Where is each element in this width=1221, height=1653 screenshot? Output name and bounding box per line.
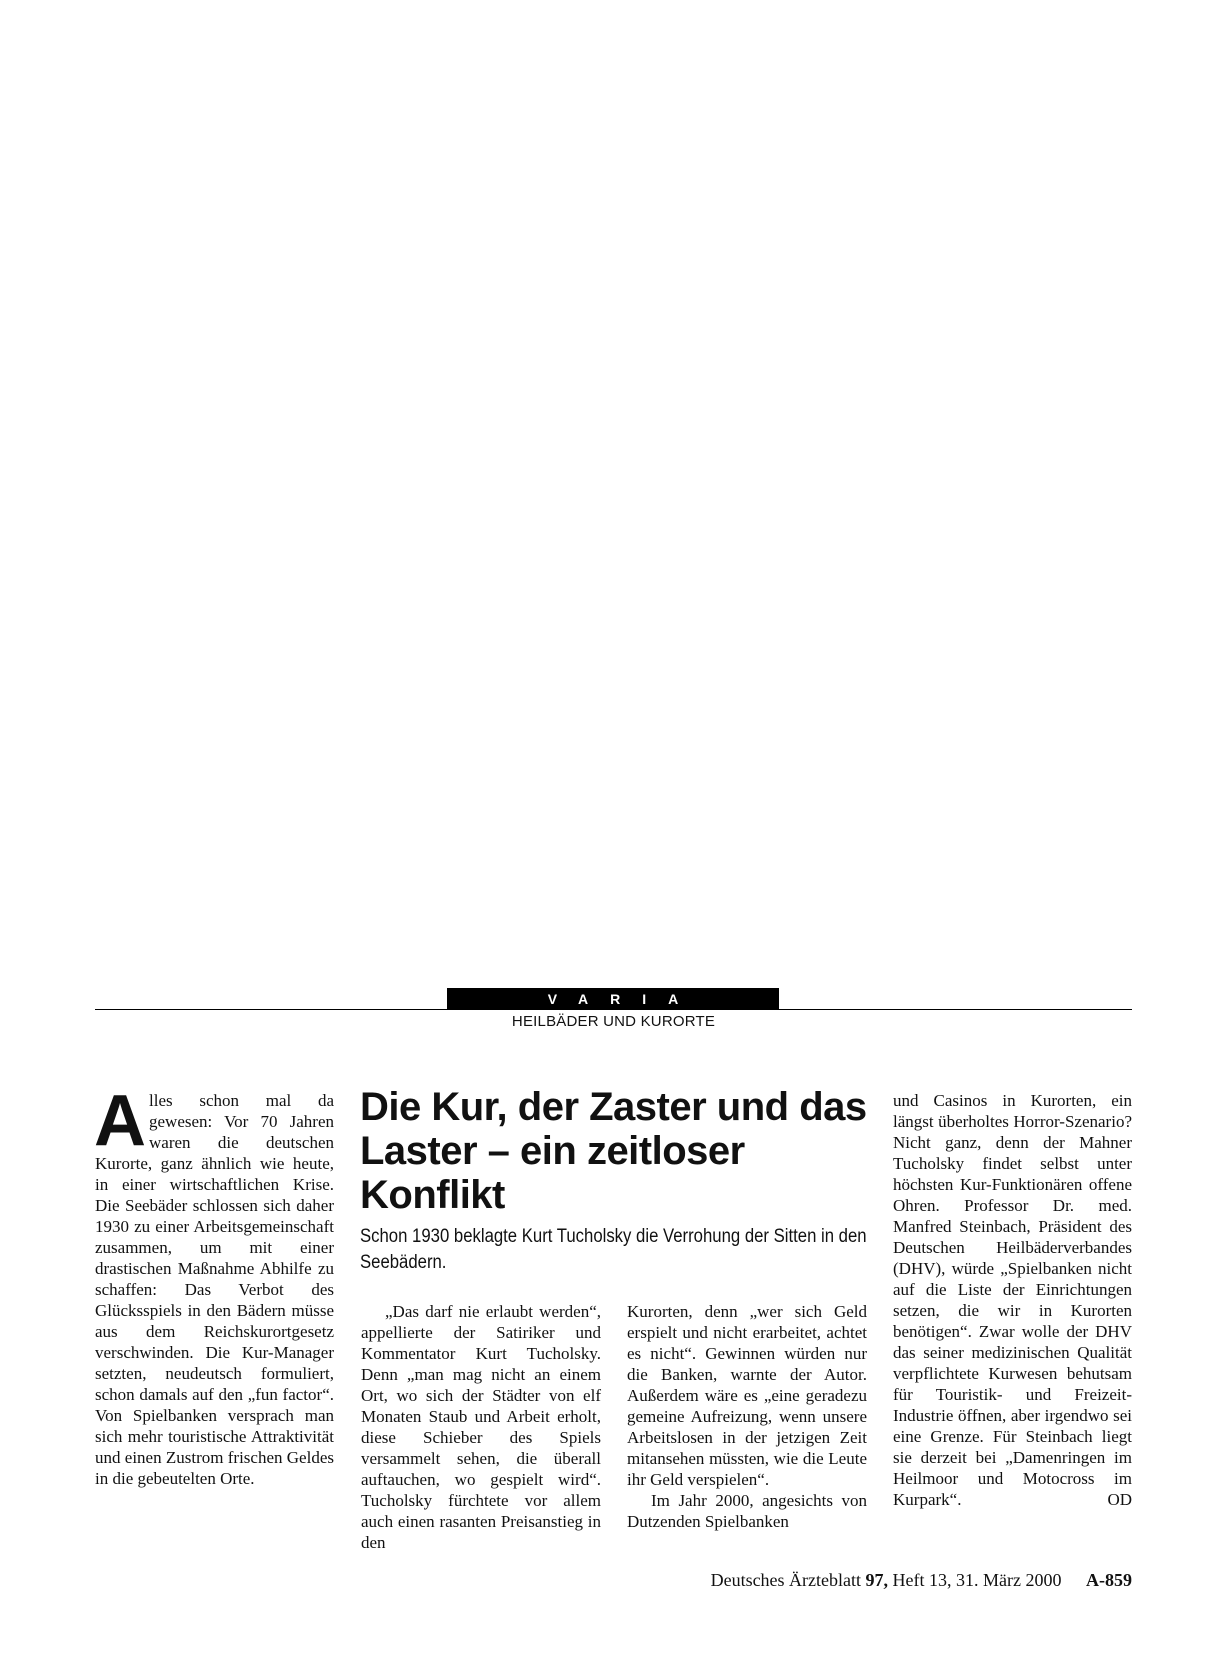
body-paragraph: Kurorten, denn „wer sich Geld erspielt und nicht erarbeitet, achtet es nicht“. Gewinnen würden nur die Banken, warnte der Autor. Außerdem wäre es „eine geradezu gemeine Aufreizung, wenn unsere Arbeitslosen in der jetzigen Zeit mitansehen müssten, wie die Leute ihr Geld verspielen“. — [627, 1302, 867, 1489]
article-column-3 — [627, 1301, 867, 1532]
journal-name: Deutsches Ärzteblatt — [710, 1570, 862, 1590]
section-label: VARIA — [447, 988, 779, 1010]
journal-issue: Heft 13, 31. März 2000 — [892, 1570, 1062, 1590]
body-text: und Casinos in Kurorten, ein längst überholtes Horror-Szenario? Nicht ganz, denn der Mahner Tucholsky findet selbst unter höchsten Kur-Funktionären offene Ohren. Professor Dr. med. Manfred Steinbach, Präsident des Deutschen Heilbäderverbandes (DHV), würde „Spielbanken nicht auf die Liste der Einrichtungen setzen, die wir in Kurorten benötigen“. Zwar wolle der DHV das seiner medizinischen Qualität verpflichtete Kurwesen behutsam für Touristik- und Freizeit-Industrie öffnen, aber irgendwo sei eine Grenze. Für Steinbach liegt sie derzeit bei „Damenringen im Heilmoor und Motocross im Kurpark“. — [893, 1091, 1132, 1509]
article-column-4 — [893, 1090, 1132, 1510]
page-footer — [711, 1570, 1132, 1591]
intro-paragraph — [94, 1081, 334, 1489]
article-column-2 — [361, 1301, 601, 1553]
body-paragraph — [893, 1090, 1132, 1510]
body-paragraph: „Das darf nie erlaubt werden“, appellierte der Satiriker und Kommentator Kurt Tucholsky. Denn „man mag nicht an einem Ort, wo sich der Städter von elf Monaten Staub und Arbeit erholt, diese Schieber des Spiels versammelt sehen, die überall auftauchen, wo gespielt wird“. Tucholsky fürchtete vor allem auch einen rasanten Preisanstieg in den — [361, 1302, 601, 1552]
body-paragraph: Im Jahr 2000, angesichts von Dutzenden Spielbanken — [627, 1491, 867, 1531]
article-subtitle: Schon 1930 beklagte Kurt Tucholsky die Verrohung der Sitten in den Seebädern. — [360, 1226, 867, 1273]
article-column-1 — [94, 1081, 334, 1489]
page-number: A-859 — [1086, 1570, 1132, 1590]
subsection-label: HEILBÄDER UND KURORTE — [511, 1013, 716, 1030]
author-signature: OD — [1107, 1490, 1132, 1509]
journal-volume: 97, — [865, 1570, 889, 1590]
intro-text: lles schon mal da gewesen: Vor 70 Jahren waren die deutschen Kurorte, ganz ähnlich wie heute, in einer wirtschaftlichen Krise. Die Seebäder schlossen sich daher 1930 zu einer Arbeitsgemeinschaft zusammen, um mit einer drastischen Maßnahme Abhilfe zu schaffen: Das Verbot des Glücksspiels in den Bädern müsse aus dem Reichskurortgesetz verschwinden. Die Kur-Manager setzten, neudeutsch formuliert, schon damals auf den „fun factor“. Von Spielbanken versprach man sich mehr touristische Attraktivität und einen Zustrom frischen Geldes in die gebeutelten Orte. — [95, 1091, 334, 1488]
drop-cap: A — [94, 1081, 146, 1161]
article-title: Die Kur, der Zaster und das Laster – ein zeitloser Konflikt — [360, 1085, 867, 1217]
header-rule — [95, 1009, 1132, 1010]
